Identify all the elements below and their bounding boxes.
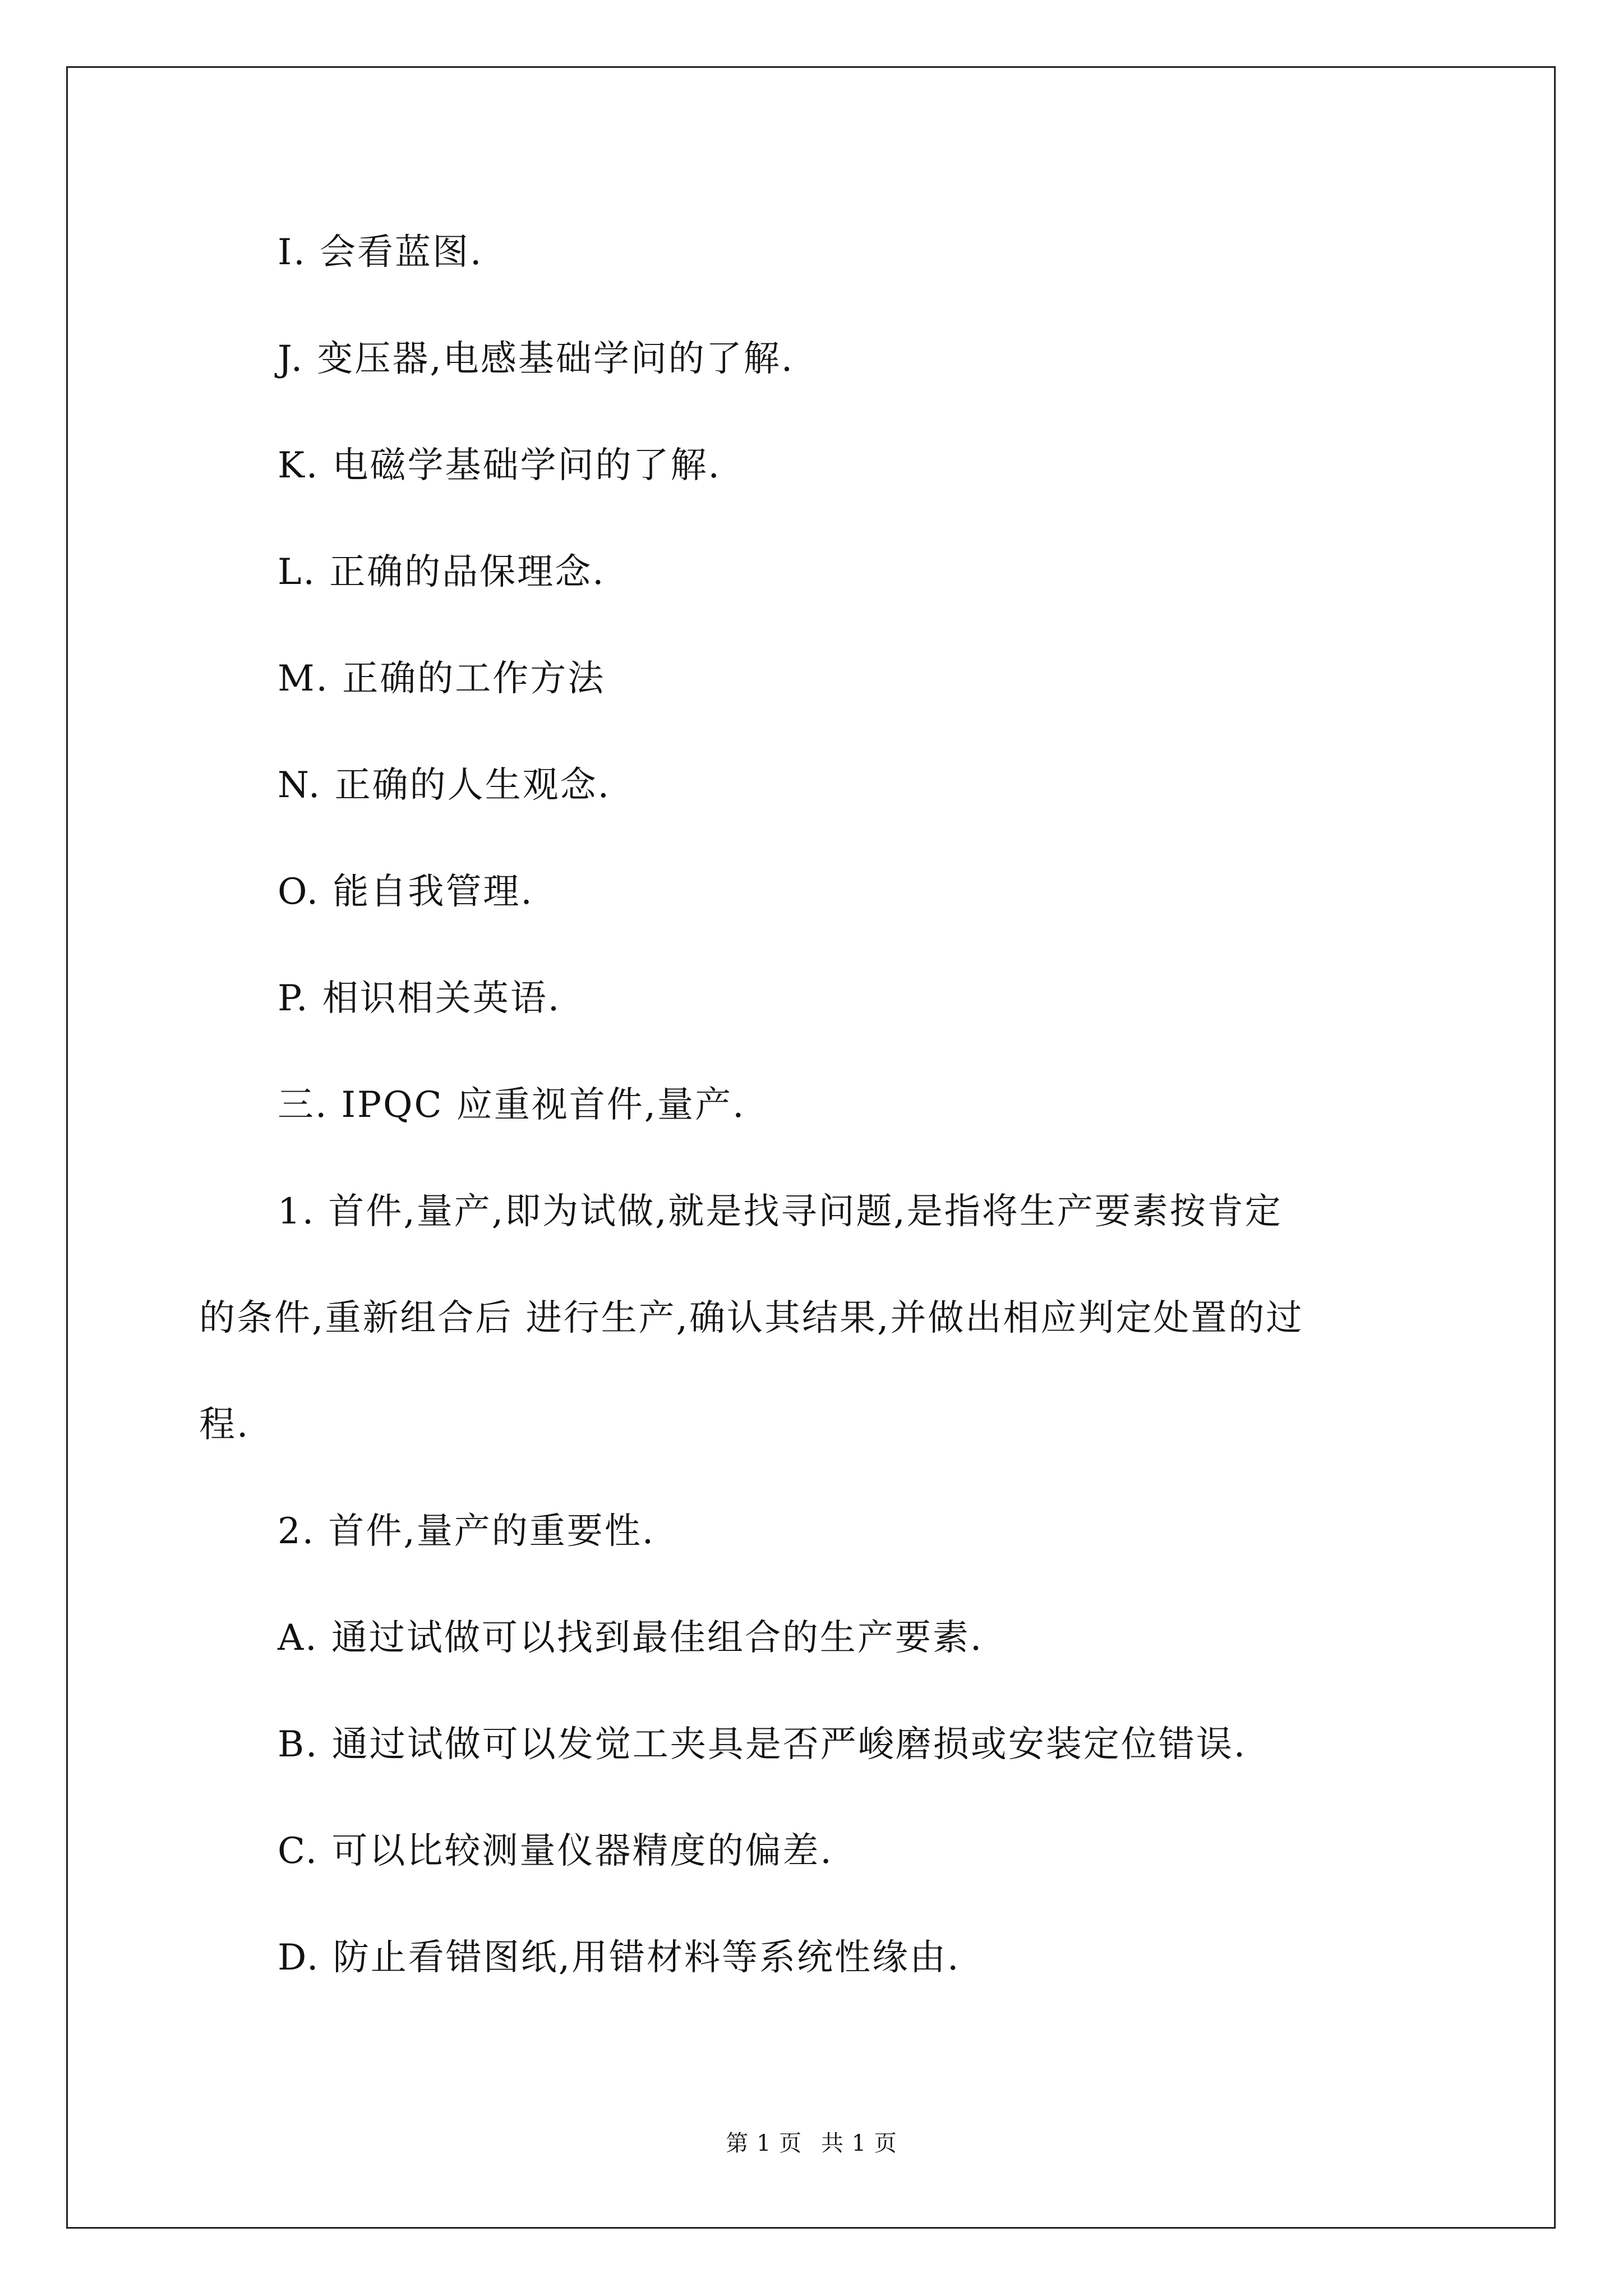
page-border bbox=[66, 66, 1556, 2229]
list-item-p: P. 相识相关英语. bbox=[278, 978, 561, 1019]
paragraph-1-line-3: 程. bbox=[199, 1404, 250, 1446]
paragraph-1-line-2: 的条件,重新组合后 进行生产,确认其结果,并做出相应判定处置的过 bbox=[199, 1297, 1304, 1339]
page-total: 共 1 页 bbox=[820, 2131, 897, 2156]
list-item-b: B. 通过试做可以发觉工夹具是否严峻磨损或安装定位错误. bbox=[278, 1724, 1247, 1765]
list-item-2: 2. 首件,量产的重要性. bbox=[278, 1511, 656, 1552]
list-item-n: N. 正确的人生观念. bbox=[278, 765, 611, 806]
list-item-l: L. 正确的品保理念. bbox=[278, 551, 606, 593]
paragraph-1-line-1: 1. 首件,量产,即为试做,就是找寻问题,是指将生产要素按肯定 bbox=[278, 1191, 1283, 1232]
list-item-j: J. 变压器,电感基础学问的了解. bbox=[278, 338, 795, 380]
list-item-d: D. 防止看错图纸,用错材料等系统性缘由. bbox=[278, 1937, 961, 1978]
list-item-i: I. 会看蓝图. bbox=[278, 232, 483, 273]
page-number: 第 1 页 bbox=[726, 2131, 803, 2156]
list-item-k: K. 电磁学基础学问的了解. bbox=[278, 445, 721, 486]
list-item-c: C. 可以比较测量仪器精度的偏差. bbox=[278, 1830, 833, 1872]
section-heading-3: 三. IPQC 应重视首件,量产. bbox=[278, 1084, 746, 1126]
list-item-o: O. 能自我管理. bbox=[278, 871, 534, 913]
list-item-m: M. 正确的工作方法 bbox=[278, 658, 606, 700]
page-footer bbox=[0, 2129, 1623, 2157]
list-item-a: A. 通过试做可以找到最佳组合的生产要素. bbox=[278, 1617, 984, 1659]
